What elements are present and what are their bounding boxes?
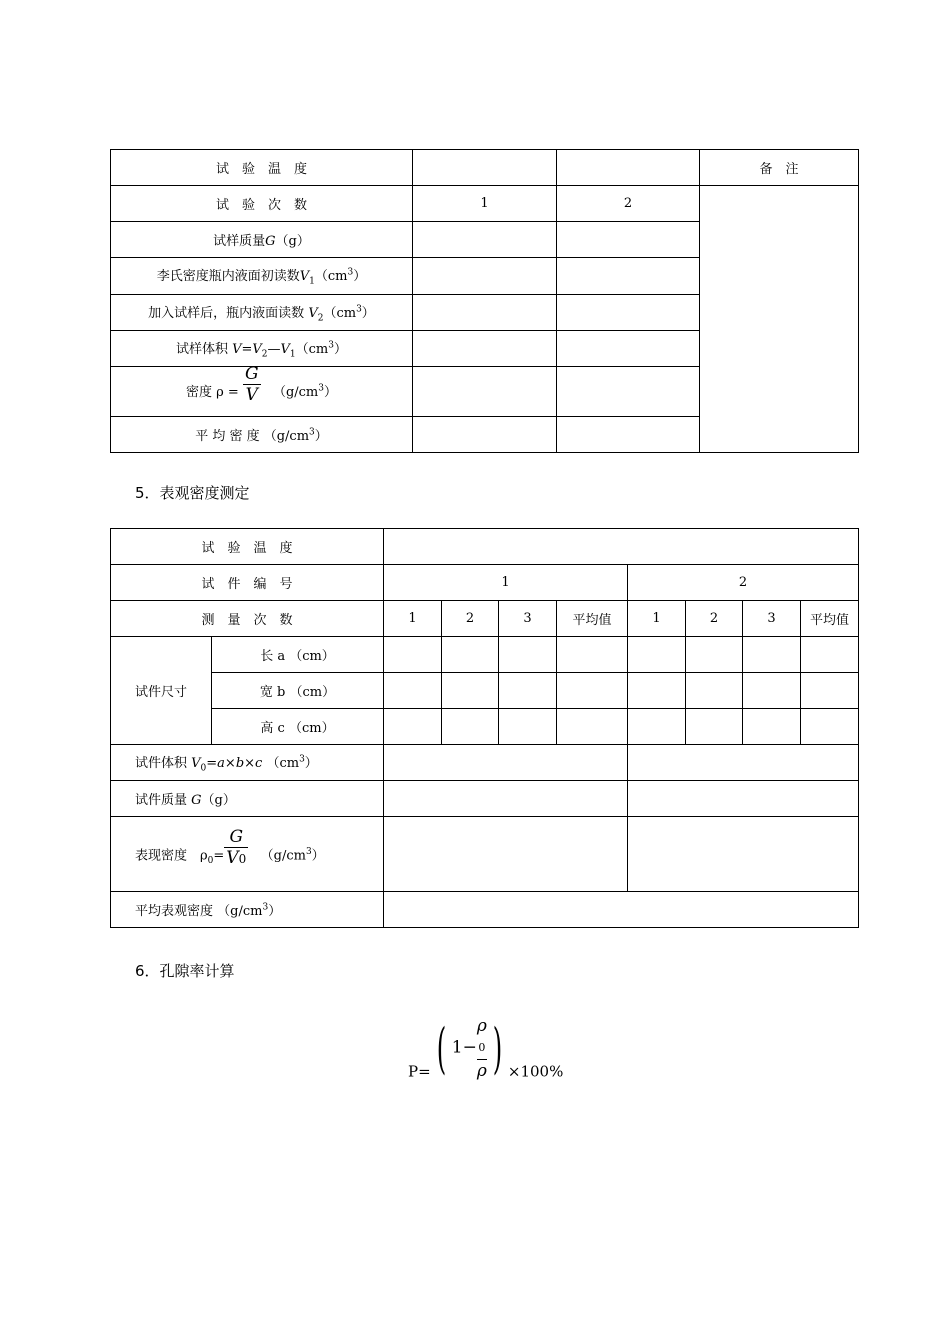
cell: [413, 258, 557, 295]
cell: [413, 222, 557, 258]
label-sample-mass: 试样质量G（g）: [111, 222, 413, 258]
table-row: [111, 637, 859, 673]
measure-label: 平均值: [557, 601, 628, 637]
cell: [557, 295, 700, 331]
density-table: [110, 149, 859, 453]
section-6-heading: 6．孔隙率计算: [135, 962, 235, 980]
count-1: 1: [413, 186, 557, 222]
remarks-cell: [700, 186, 859, 453]
label-average-apparent-density: 平均表观密度 $(g/cm^3)$: [111, 892, 384, 928]
table-row: [111, 150, 859, 186]
cell: [628, 781, 859, 817]
fraction-g-over-v0: $\frac{G}{V0}$: [226, 827, 247, 868]
specimen-1: 1: [384, 565, 628, 601]
label-average-density: 平 均 密 度 $(g/cm^3)$: [111, 417, 413, 453]
label-height: 高 c （cm）: [212, 709, 384, 745]
cell: [384, 529, 859, 565]
measure-label: 3: [499, 601, 557, 637]
measure-label: 1: [628, 601, 686, 637]
table-row: [111, 745, 859, 781]
cell: [557, 417, 700, 453]
table-row: [111, 529, 859, 565]
cell: [557, 150, 700, 186]
table-row: [111, 601, 859, 637]
cell: [413, 150, 557, 186]
cell: [628, 745, 859, 781]
table-row: [111, 817, 859, 892]
label-specimen-size: 试件尺寸: [111, 637, 212, 745]
label-specimen-mass: 试件质量 G（g）: [111, 781, 384, 817]
cell: [413, 331, 557, 367]
label-specimen-id: 试 件 编 号: [111, 565, 384, 601]
label-initial-reading: 李氏密度瓶内液面初读数$V_1(cm^3)$: [111, 258, 413, 295]
cell: [413, 295, 557, 331]
apparent-density-table: [110, 528, 859, 928]
measure-label: 2: [442, 601, 499, 637]
label-length: 长 a （cm）: [212, 637, 384, 673]
count-2: 2: [557, 186, 700, 222]
label-sample-volume: 试样体积 $V=V_2—V_1(cm^3)$: [111, 331, 413, 367]
cell: [557, 367, 700, 417]
table-row: [111, 673, 859, 709]
fraction-g-over-v: $\frac{G}{V}$: [244, 364, 259, 405]
specimen-2: 2: [628, 565, 859, 601]
table-row: [111, 892, 859, 928]
measure-label: 平均值: [801, 601, 859, 637]
cell: [384, 745, 628, 781]
cell: [557, 222, 700, 258]
table-row: [111, 186, 859, 222]
cell: [628, 817, 859, 892]
measure-label: 2: [686, 601, 743, 637]
label-test-temperature: 试 验 温 度: [111, 150, 413, 186]
table-row: [111, 565, 859, 601]
label-measure-count: 测 量 次 数: [111, 601, 384, 637]
cell: [384, 817, 628, 892]
label-width: 宽 b （cm）: [212, 673, 384, 709]
section-5-heading: 5．表观密度测定: [135, 484, 250, 502]
cell: [413, 417, 557, 453]
cell: [384, 892, 859, 928]
measure-label: 3: [743, 601, 801, 637]
label-test-temperature: 试 验 温 度: [111, 529, 384, 565]
cell: [384, 781, 628, 817]
cell: [557, 331, 700, 367]
label-test-count: 试 验 次 数: [111, 186, 413, 222]
cell: [413, 367, 557, 417]
label-specimen-volume: 试件体积 $V_0=a\times b\times c$ $(cm^3)$: [111, 745, 384, 781]
measure-label: 1: [384, 601, 442, 637]
table-row: [111, 709, 859, 745]
label-apparent-density: 表现密度 $\rho_0=$ $\frac{G}{V0}$ $(g/cm^3)$: [111, 817, 384, 892]
cell: [557, 258, 700, 295]
table-row: [111, 781, 859, 817]
label-density: 密度 ρ = $\frac{G}{V}$ $(g/cm^3)$: [111, 367, 413, 417]
label-after-reading: 加入试样后，瓶内液面读数 $V_2(cm^3)$: [111, 295, 413, 331]
label-remarks: 备 注: [700, 150, 859, 186]
porosity-formula: P= ( 1− ρ 0 ρ ) ×100%: [408, 1016, 564, 1081]
